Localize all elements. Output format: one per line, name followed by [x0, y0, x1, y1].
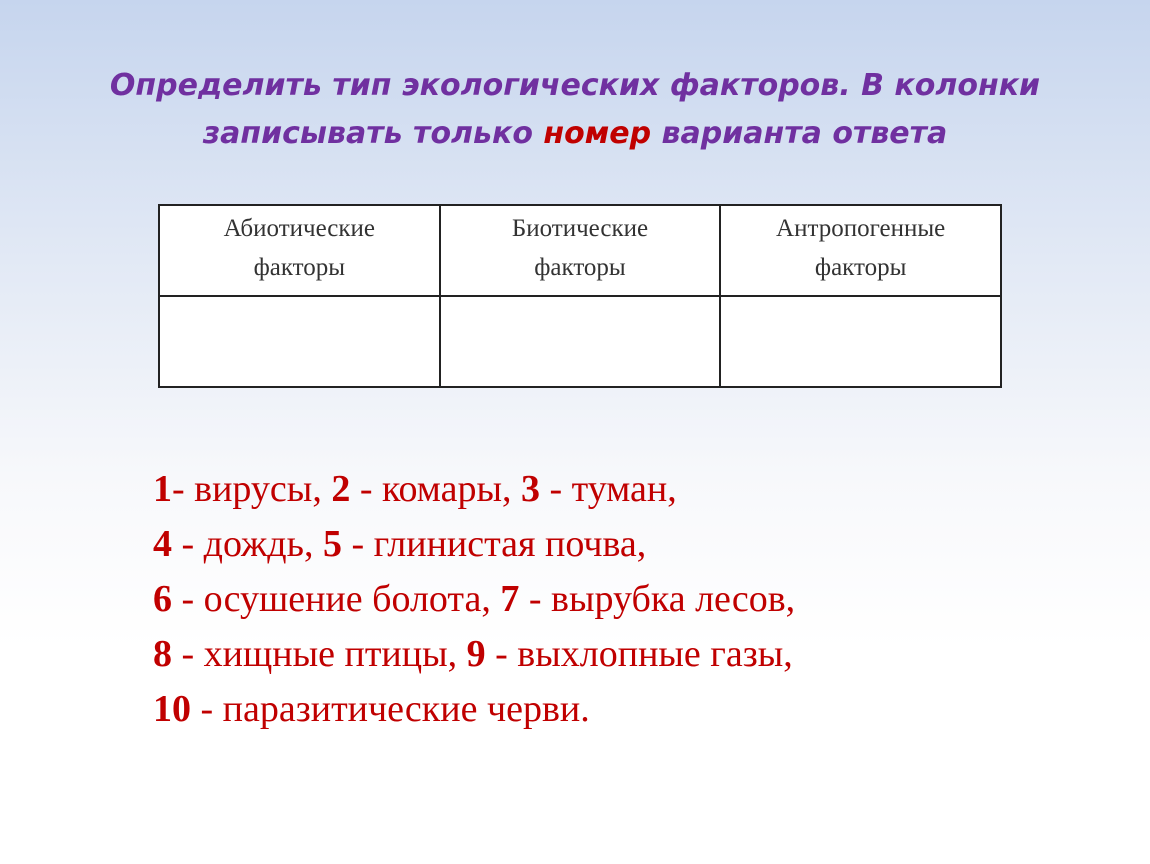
factors-table — [158, 204, 1002, 388]
option-text: - вырубка лесов, — [519, 578, 796, 620]
option-number: 9 — [466, 633, 486, 675]
option-number: 3 — [521, 468, 540, 510]
options-line — [153, 462, 1113, 517]
answer-cell-anthropogenic[interactable] — [720, 296, 1001, 387]
option-number: 4 — [153, 523, 172, 565]
options-line — [153, 572, 1113, 627]
answer-cell-abiotic[interactable] — [159, 296, 440, 387]
title-part-3: варианта ответа — [651, 116, 948, 151]
option-number: 7 — [500, 578, 520, 620]
options-line — [153, 682, 1113, 737]
option-number: 1 — [153, 468, 172, 510]
option-text: - осушение болота, — [172, 578, 501, 620]
option-number: 10 — [153, 688, 191, 730]
table-header-row — [159, 205, 1001, 296]
option-number: 8 — [153, 633, 172, 675]
option-number: 6 — [153, 578, 172, 620]
slide-title — [0, 62, 1150, 158]
title-accent-word: номер — [543, 116, 652, 151]
option-number: 5 — [322, 523, 342, 565]
header-biotic: Биотические факторы — [440, 205, 721, 296]
option-text: - хищные птицы, — [172, 633, 467, 675]
header-abiotic: Абиотические факторы — [159, 205, 440, 296]
option-text: - вирусы, — [172, 468, 332, 510]
option-text: - дождь, — [172, 523, 323, 565]
title-part-2: записывать только — [202, 116, 544, 151]
answer-cell-biotic[interactable] — [440, 296, 721, 387]
option-number: 2 — [331, 468, 351, 510]
option-text: - глинистая почва, — [341, 523, 647, 565]
option-text: - выхлопные газы, — [485, 633, 793, 675]
option-text: - туман, — [540, 468, 677, 510]
answer-options — [153, 462, 1113, 737]
title-part-1: Определить тип экологических факторов. В колонки — [109, 68, 1041, 103]
table-answer-row — [159, 296, 1001, 387]
header-anthropogenic: Антропогенные факторы — [720, 205, 1001, 296]
option-text: - комары, — [350, 468, 521, 510]
option-text: - паразитические черви. — [191, 688, 590, 730]
options-line — [153, 627, 1113, 682]
options-line — [153, 517, 1113, 572]
